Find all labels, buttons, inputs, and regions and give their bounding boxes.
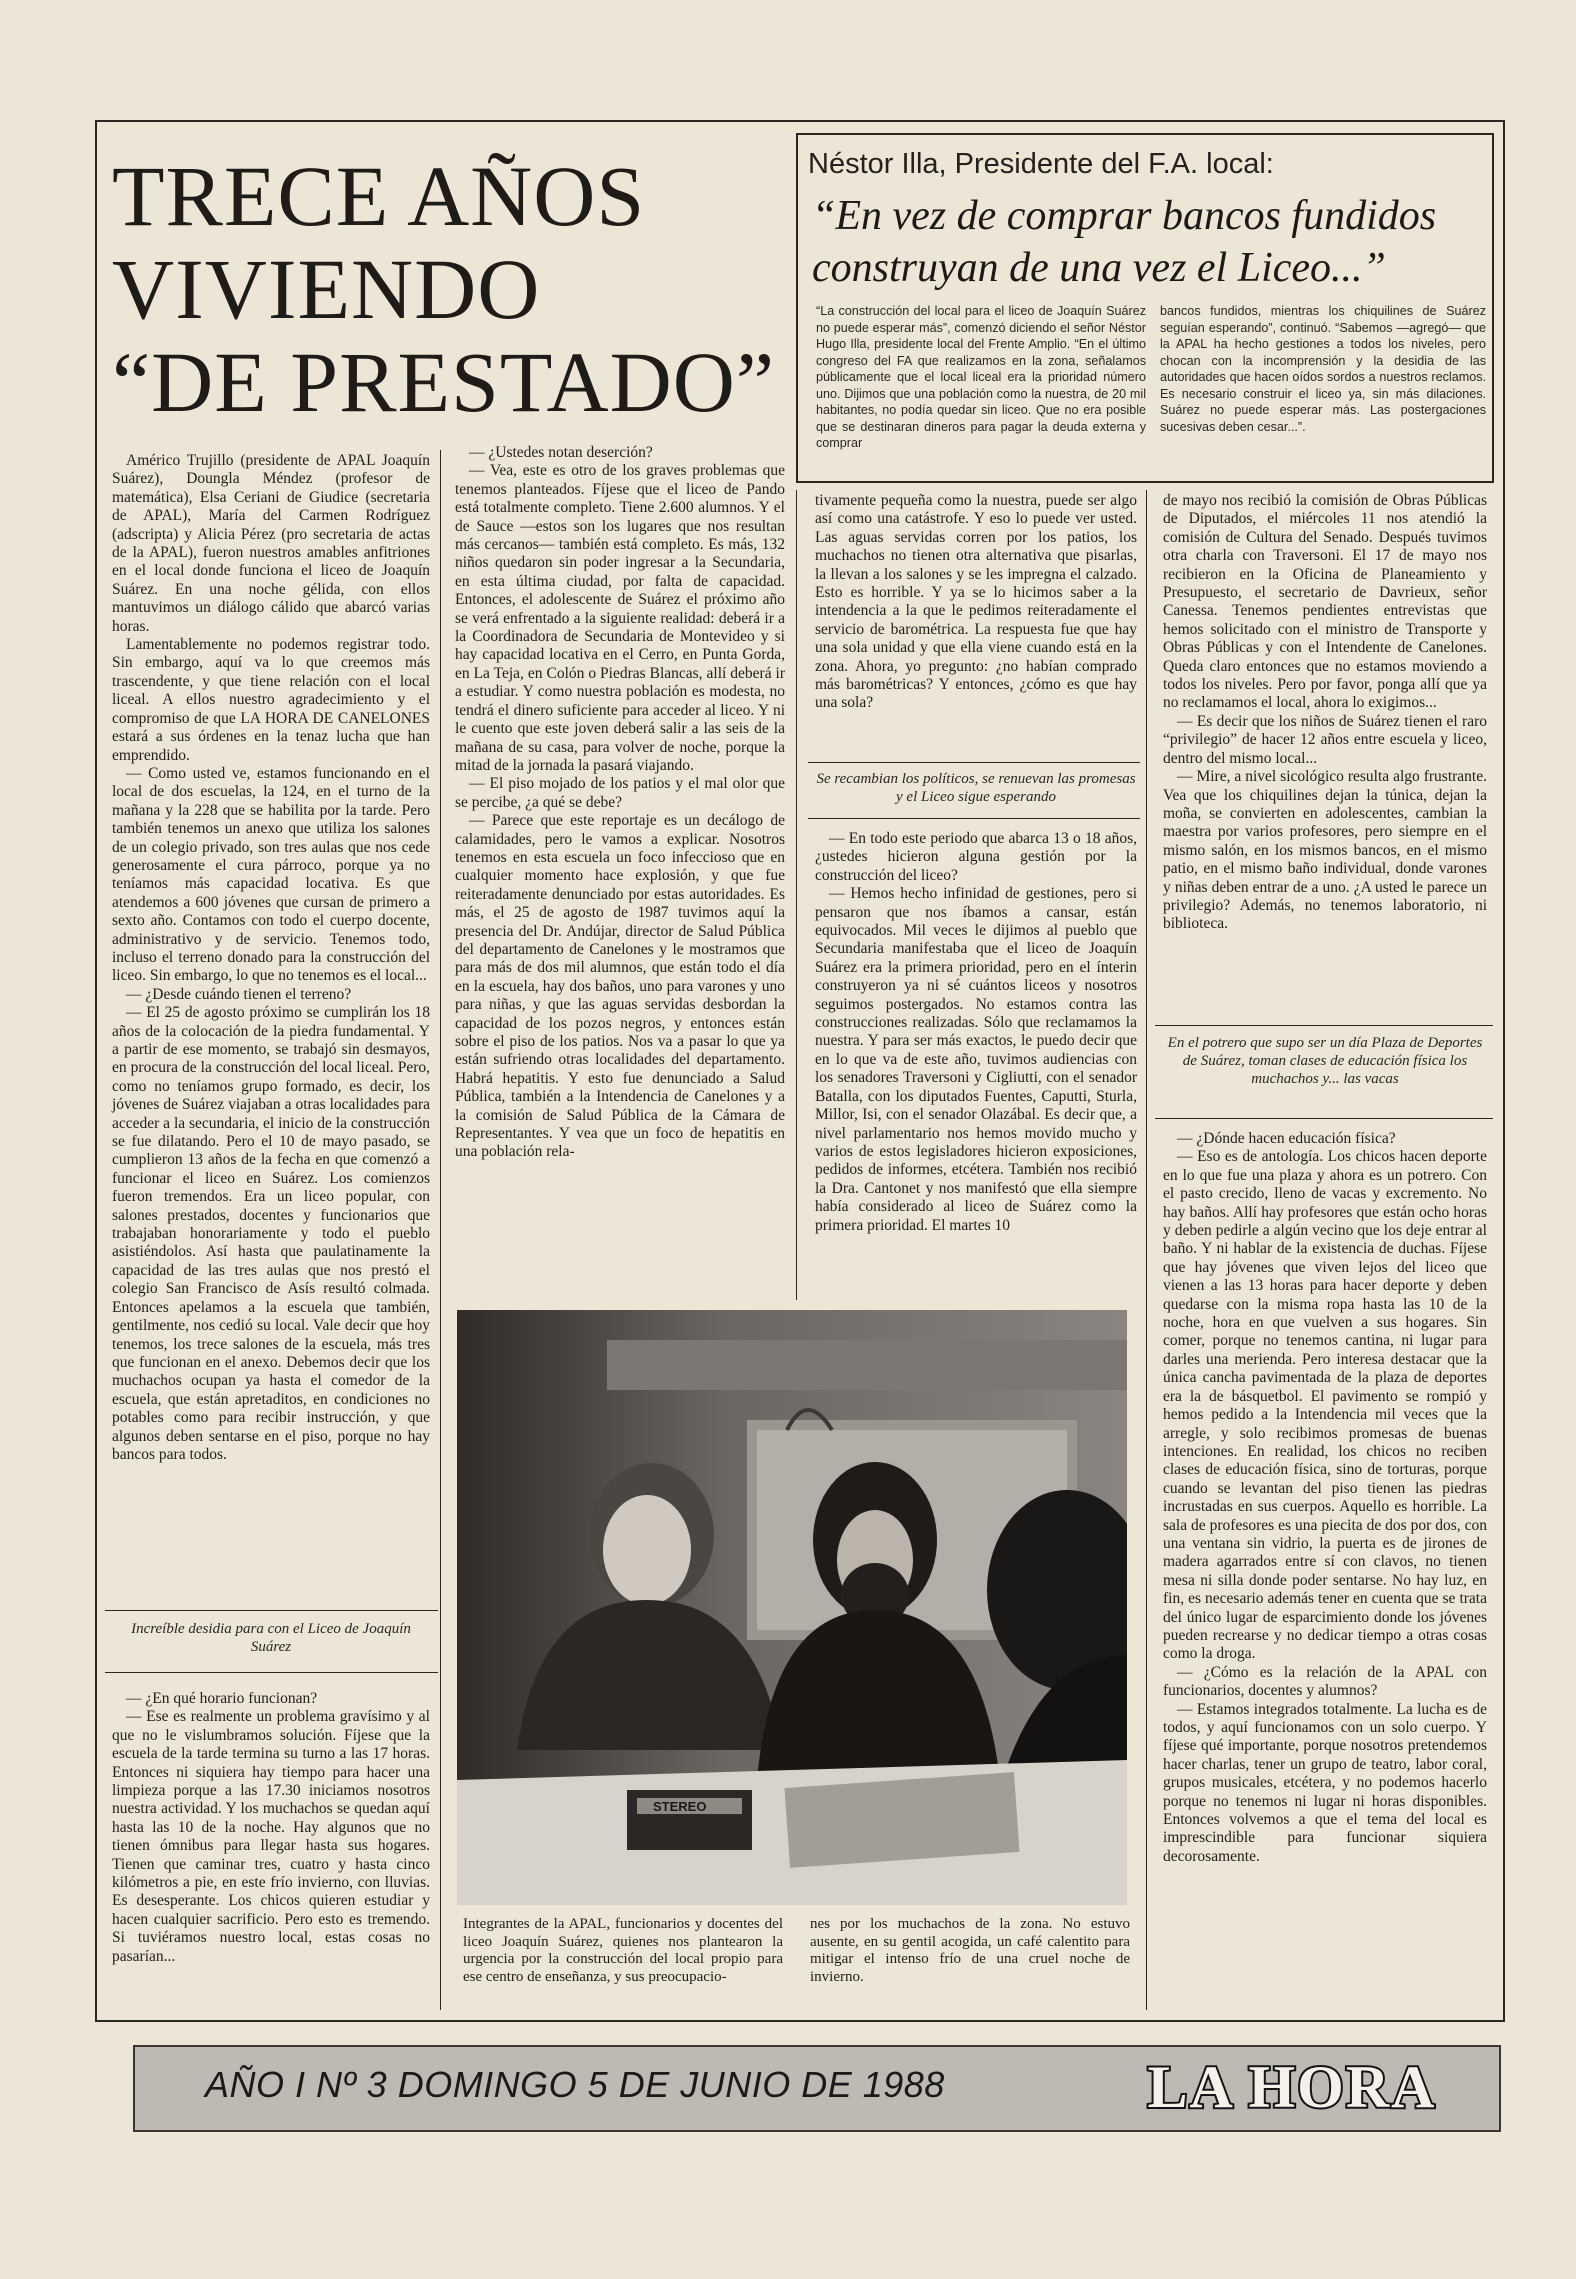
paragraph: — El 25 de agosto próximo se cumplirán los 18 años de la colocación de la piedra fundamental. Y a partir de ese momento, se trabajó sin desmayos, en procura de la construcción del local liceal. Pero, como no teníamos grupo formado, es decir, los jóvenes de Suárez viajaban a otras localidades para acceder a la secundaria, el inicio de la construcción se fue dilatando. Pero el 10 de mayo pasado, se cumplieron 13 años de la fecha en que comenzó a funcionar el liceo en Suárez. Los comienzos fueron tremendos. Era un liceo popular, con salones prestados, docentes y funcionarios que trabajaban honorariamente y todo el pueblo asistiéndolos. Así hasta que paulatinamente la capacidad de las tres aulas que nos prestó el colegio San Francisco de Asís resultó colmada. Entonces apelamos a la escuela que también, gentilmente, nos cedió su local. Vale decir que hoy tenemos, los trece salones de la escuela, más tres que funcionan en el anexo. Debemos decir que los muchachos ocupan ya hasta el comedor de la escuela, que están apretaditos, en condiciones no potables como para recibir instrucción, y que algunos deben sentarse en el piso, porque no hay bancos para todos. xyxy=(112,1004,431,1463)
paragraph: — Estamos integrados totalmente. La lucha es de todos, y aquí funcionamos con un solo cuerpo. Y fíjese qué importante, porque nosotros pretendemos hacer charlas, tener un grupo de teatro, labor coral, grupos musicales, etcétera, y no podemos hacerlo porque no tenemos ni lugar ni horas disponibles. Entonces volvemos a que el tema del local es imprescindible para funcionar siquiera decorosamente. xyxy=(1163,1700,1487,1865)
article-column-1b xyxy=(112,1690,430,1966)
paragraph: — Parece que este reportaje es un decálogo de calamidades, pero le vamos a explicar. Nosotros tenemos en esta escuela un foco infeccioso que en cualquier momento hace explosión, y que fue reiteradamente denunciado por estas autoridades. Es más, el 25 de agosto de 1987 tuvimos aquí la presencia del Dr. Andújar, director de Salud Pública del departamento de Canelones y le mostramos que para más de dos mil alumnos, que están todo el día en la escuela, hay dos baños, uno para varones y uno para niñas, y que las aguas servidas desbordan la capacidad de los pozos negros, y entonces están sobre el piso de los patios. Nos va a pasar lo que ya están sufriendo otras localidades del departamento. Habrá hepatitis. Y esto fue denunciado a Salud Pública, también a la Intendencia de Canelones y a la comisión de Salud Pública de la Cámara de Representantes. Y vea que un foco de hepatitis en una población rela- xyxy=(455,812,785,1161)
headline-line-1: TRECE AÑOS xyxy=(112,148,646,244)
paragraph: Lamentablemente no podemos registrar todo. Sin embargo, aquí va lo que creemos más trascendente, y que tiene relación con el local liceal. A ellos nuestro agradecimiento y el compromiso de que LA HORA DE CANELONES estará a sus órdenes en la tenaz lucha que han emprendido. xyxy=(112,636,430,764)
article-column-2 xyxy=(455,444,785,1162)
sidebar-column-1: “La construcción del local para el liceo de Joaquín Suárez no puede esperar más”, comenzó diciendo el señor Néstor Hugo Illa, presidente local del Frente Amplio. “En el último congreso del FA que realizamos en la zona, señalamos públicamente que el local liceal era la prioridad número uno. Dijimos que una población como la nuestra, de 20 mil habitantes, no podía quedar sin liceo. Que no era posible que se destinaran dineros para pagar la deuda externa y comprar xyxy=(816,304,1146,450)
headline-line-3: “DE PRESTADO” xyxy=(112,334,775,430)
paragraph: — El piso mojado de los patios y el mal olor que se percibe, ¿a qué se debe? xyxy=(455,775,785,811)
column-rule-3 xyxy=(1146,490,1147,2010)
caption-rule xyxy=(1155,1118,1493,1119)
paragraph: — Como usted ve, estamos funcionando en el local de dos escuelas, la 124, en el turno de la mañana y la 228 que se habilita por la tarde. Pero también tenemos un anexo que utiliza los salones de un colegio privado, son tres aulas que nos cede generosamente el cura párroco, porque ya no teníamos más capacidad locativa. Es que atendemos a 600 jóvenes que cursan de primero a sexto año. Contamos con todo el cuerpo docente, administrativo y de servicio. Tenemos todo, incluso el terreno donado para la construcción del liceo. Sin embargo, lo que no tenemos es el local... xyxy=(112,764,430,985)
sidebar-quote-line-2: construyan de una vez el Liceo...” xyxy=(812,245,1386,291)
photo-caption-right: nes por los muchachos de la zona. No estuvo ausente, en su gentil acogida, un café calentito para mitigar el intenso frío de una cruel noche de invierno. xyxy=(810,1916,1130,1985)
caption-liceo: Increíble desidia para con el Liceo de Joaquín Suárez xyxy=(131,1621,411,1655)
la-hora-logo xyxy=(1142,2053,1442,2119)
caption-rule xyxy=(808,818,1140,819)
caption-rule xyxy=(105,1672,438,1673)
article-column-1 xyxy=(112,452,430,1464)
paragraph: — En todo este periodo que abarca 13 o 18 años, ¿ustedes hicieron alguna gestión por la construcción del liceo? xyxy=(815,830,1137,884)
issue-dateline: AÑO I Nº 3 DOMINGO 5 DE JUNIO DE 1988 xyxy=(205,2064,945,2105)
photo-stereo-label: STEREO xyxy=(653,1799,707,1814)
paragraph: de mayo nos recibió la comisión de Obras Públicas de Diputados, el miércoles 11 nos atendió la comisión de Cultura del Senado. Después tuvimos otra charla con Traversoni. El 17 de mayo nos recibieron en la Oficina de Planeamiento y Presupuesto, el secretario de Davrieux, señor Canessa. Tenemos pendientes entrevistas que hemos solicitado con el ministro de Transporte y Obras Públicas y con el Intendente de Canelones. Queda claro entonces que no estamos moviendo a todos los niveles. Pero por favor, ponga allí que ya no reclamamos el local, ahora lo exigimos... xyxy=(1163,492,1487,712)
paragraph: — ¿Dónde hacen educación física? xyxy=(1177,1130,1396,1147)
article-column-3b xyxy=(815,830,1137,1235)
paragraph: — Ese es realmente un problema gravísimo y al que no le vislumbramos solución. Fíjese que la escuela de la tarde termina su turno a las 17 horas. Entonces ni siquiera hay tiempo para hacer una limpieza porque a las 17.30 iniciamos nosotros nuestra actividad. Y los muchachos se quedan aquí hasta las 10 de la noche. Hay algunos que no tienen ómnibus para llegar hasta sus hogares. Tienen que caminar tres, cuatro y hasta cinco kilómetros a pie, en este frío invierno, con lluvias. Es desesperante. Los chicos quieren estudiar y hacen cualquier sacrificio. Pero esto es tremendo. Si tuviéramos nuestro local, estas cosas no pasarían... xyxy=(112,1708,430,1965)
news-photo xyxy=(457,1310,1127,1905)
article-column-4b xyxy=(1163,1130,1487,1866)
sidebar-column-2: bancos fundidos, mientras los chiquilines de Suárez seguían esperando”, continuó. “Sabemos —agregó— que la APAL ha hecho gestiones a todos los niveles, pero chocan con la incomprensión y la desidia de las autoridades que hacen oídos sordos a nuestros reclamos. Es necesario construir el liceo ya, sin más dilaciones. Suárez no puede esperar más. Las postergaciones sucesivas deben cesar...”. xyxy=(1160,304,1486,434)
paragraph: Américo Trujillo (presidente de APAL Joaquín Suárez), Doungla Méndez (profesor de matemática), Elsa Ceriani de Giudice (secretaria de APAL), María del Carmen Rodríguez (adscripta) y Alicia Pérez (pro secretaria de actas de la APAL), fueron nuestros amables anfitriones en el local donde funciona el liceo de Joaquín Suárez. En una noche gélida, con ellos mantuvimos un diálogo cálido que abarcó varias horas. xyxy=(112,452,430,635)
sidebar-quote-line-1: “En vez de comprar bancos fundidos xyxy=(812,193,1437,239)
column-rule-1 xyxy=(440,450,441,2010)
photo-caption-left: Integrantes de la APAL, funcionarios y docentes del liceo Joaquín Suárez, quienes nos plantearon la urgencia por la construcción del local propio para ese centro de enseñanza, y sus preocupacio- xyxy=(463,1916,783,1985)
caption-rule xyxy=(1155,1025,1493,1026)
paragraph: — Eso es de antología. Los chicos hacen deporte en lo que fue una plaza y ahora es un potrero. Con el pasto crecido, lleno de vacas y excremento. No hay baños. Allí hay profesores que están ocho horas y deben pedirle a algún vecino que los deje entrar al baño. Y ni hablar de la existencia de duchas. Fíjese que hay jóvenes que viven lejos del liceo que vienen a las 13 horas para hacer deporte y deben quedarse con la misma ropa hasta las 10 de la noche, hora en que vuelven a sus hogares. Sin comer, porque no tenemos cantina, ni lugar para darles una merienda. Pero interesa destacar que la única cancha pavimentada de la plaza de deportes era la de básquetbol. El pavimento se rompió y hemos pedido a la Intendencia mil veces que la arregle, y solo recibimos promesas de buenas intenciones. En realidad, los chicos no reciben clases de educación física, sino de torturas, porque cuando se levantan del piso tienen las piedras incrustadas en sus cuerpos. Aquello es horrible. La sala de profesores es una piecita de dos por dos, con una ventana sin vidrio, la puerta es de jirones de madera agarrados entre sí con clavos, no tienen mesa ni silla donde poder sentarse. No hay luz, en fin, es necesario además tener en cuenta que se trata del único lugar de esparcimiento donde los jóvenes pueden recrearse y no dedicar tiempo a otras cosas como la droga. xyxy=(1163,1148,1487,1663)
paragraph: — Hemos hecho infinidad de gestiones, pero si pensaron que nos íbamos a cansar, están equivocados. Mil veces le dijimos al pueblo que Secundaria manifestaba que el liceo de Joaquín Suárez era la primera prioridad, pero en el ínterin construyeron ya ni sé cuántos liceos y nosotros seguimos postergados. No estamos contra las construcciones realizadas. Sólo que reclamamos la nuestra. Y para ser más exactos, le puedo decir que en lo que va de este año, tuvimos audiencias con los senadores Traversoni y Cigliutti, con el senador Batalla, con los diputados Fuentes, Caputti, Sturla, Millor, Isi, con el senador Olazábal. Es decir que, a nivel parlamentario nos hemos movido mucho y varios de estos legisladores hicieron exposiciones, pedidos de informes, etcétera. También nos recibió la Dra. Cantonet y nos manifestó que ella siempre había considerado al liceo de Suárez como la primera prioridad. El martes 10 xyxy=(815,885,1137,1234)
headline-line-2: VIVIENDO xyxy=(112,241,541,337)
headline xyxy=(112,150,812,429)
sidebar-kicker: Néstor Illa, Presidente del F.A. local: xyxy=(808,148,1274,180)
paragraph: — ¿Ustedes notan deserción? xyxy=(469,444,653,461)
paragraph: tivamente pequeña como la nuestra, puede ser algo así como una catástrofe. Y eso lo puede ver usted. Las aguas servidas corren por los patios, los muchachos no tienen otra alternativa que pisarlas, la llevan a los salones y se les impregna el calzado. Esto es horrible. Y ya se lo hicimos saber a la intendencia a la que le pedimos reiteradamente el servicio de barométrica. La respuesta fue que hay una sola unidad y que ella viene cuando está en la zona. Ahora, yo pregunto: ¿no habían comprado más barométricas? Y entonces, ¿cómo es que hay una sola? xyxy=(815,492,1137,712)
photo-illustration xyxy=(457,1310,1127,1905)
paragraph: — Vea, este es otro de los graves problemas que tenemos planteados. Fíjese que el liceo de Pando está totalmente completo. Tiene 2.600 alumnos. Y el de Sauce —estos son los lugares que nos resultan más cercanos— también está completo. Es más, 132 niños quedaron sin poder ingresar a la Secundaria, en esta última ciudad, por falta de capacidad. Entonces, el adolescente de Suárez el próximo año se verá enfrentado a la siguiente realidad: deberá ir a la Coordinadora de Secundaria de Montevideo y si hay capacidad locativa en el Cerro, en Punta Gorda, en La Teja, en Colón o Piedras Blancas, allí deberá ir a estudiar. Y como nuestra población es modesta, no tendrá el dinero suficiente para acceder al liceo. Y ni le cuento que este joven deberá salir a las seis de la mañana de su casa, para volver de noche, porque la mitad de la jornada la pasará viajando. xyxy=(455,462,785,774)
caption-rule xyxy=(105,1610,438,1611)
logo-text: LA HORA xyxy=(1147,2054,1437,2119)
sidebar-quote xyxy=(812,190,1492,294)
article-column-4 xyxy=(1163,492,1487,934)
caption-plaza: En el potrero que supo ser un día Plaza de Deportes de Suárez, toman clases de educación física los muchachos y... las vacas xyxy=(1167,1035,1483,1087)
paragraph: — Es decir que los niños de Suárez tienen el raro “privilegio” de hacer 12 años entre escuela y liceo, dentro del mismo local... xyxy=(1163,712,1487,767)
paragraph: — Mire, a nivel sicológico resulta algo frustrante. Vea que los chiquilines dejan la túnica, dejan la moña, se convierten en adolescentes, cambian la maestra por varios profesores, pero siempre en el mismo salón, en los mismos bancos, en el mismo patio, en el mismo baño individual, donde varones y niñas deben entrar de a uno. ¿A usted le parece un privilegio? Además, no tenemos laboratorio, ni biblioteca. xyxy=(1163,768,1487,933)
paragraph: — ¿Cómo es la relación de la APAL con funcionarios, docentes y alumnos? xyxy=(1163,1663,1487,1700)
article-column-3 xyxy=(815,492,1137,713)
column-rule-2 xyxy=(796,490,797,1300)
paragraph: — ¿Desde cuándo tienen el terreno? xyxy=(126,985,352,1003)
caption-rule xyxy=(808,762,1140,763)
caption-politicos: Se recambian los políticos, se renuevan las promesas y el Liceo sigue esperando xyxy=(816,771,1136,805)
paragraph: — ¿En qué horario funcionan? xyxy=(126,1690,318,1707)
